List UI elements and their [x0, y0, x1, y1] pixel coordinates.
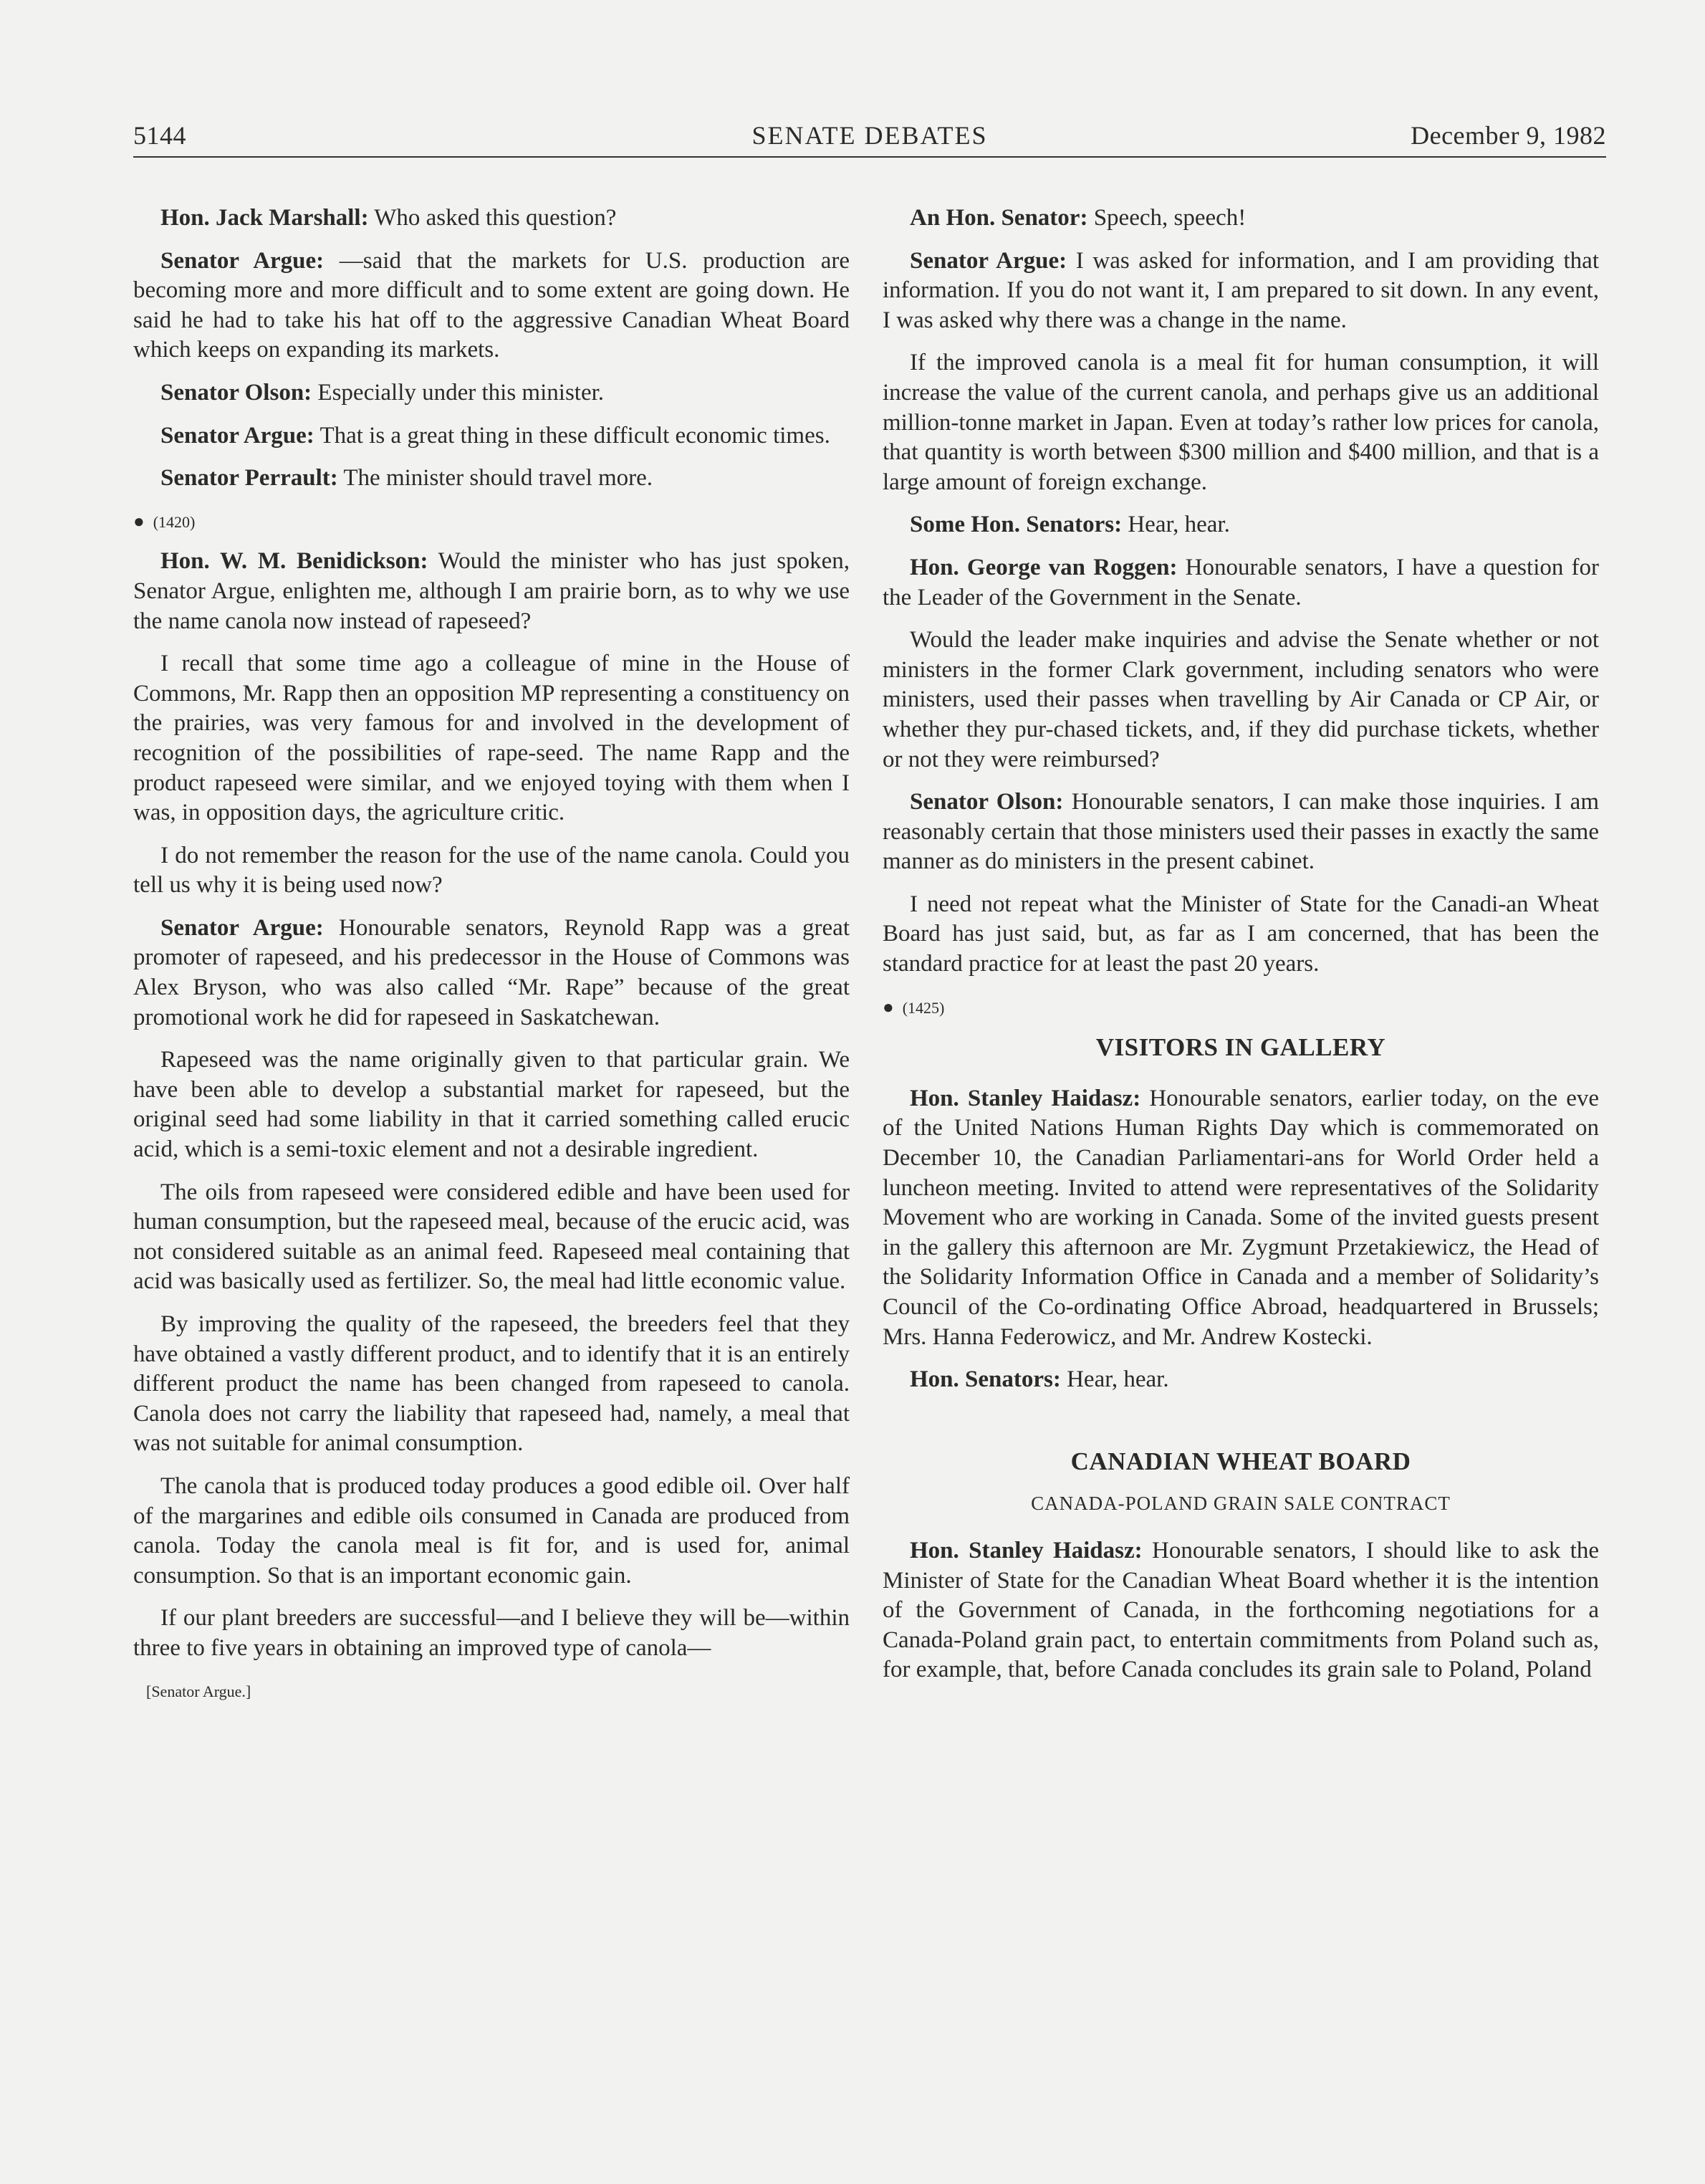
paragraph	[883, 510, 1599, 540]
speaker-name: Hon. W. M. Benidickson:	[160, 548, 428, 575]
speech-text: Honourable senators, Reynold Rapp was a great promoter of rapeseed, and his predecessor in the House of Commons was Alex Bryson, who was also called “Mr. Rape” because of the great promotional work he did for rapeseed in Saskatchewan.	[133, 914, 850, 1030]
speech-text: —said that the markets for U.S. production are becoming more and more difficult and to some extent are going down. He said he had to take his hat off to the aggressive Canadian Wheat Board which keeps on expanding its markets.	[133, 247, 850, 363]
speech-text: Honourable senators, earlier today, on the eve of the United Nations Human Rights Day which is commemorated on December 10, the Canadian Parliamentari-ans for World Order held a luncheon meeting. Invited to attend were representatives of the Solidarity Movement who are working in Canada. Some of the invited guests present in the gallery this afternoon are Mr. Zygmunt Przetakiewicz, the Head of the Solidarity Information Office in Canada and a member of Solidarity’s Council of the Co-ordinating Office Abroad, headquartered in Brussels; Mrs. Hanna Federowicz, and Mr. Andrew Kostecki.	[883, 1085, 1599, 1350]
speaker-name: Hon. Senators:	[910, 1366, 1061, 1393]
paragraph: If the improved canola is a meal fit for human consumption, it will increase the value of the current canola, and perhaps give us an additional million-tonne market in Japan. Even at today’s rather low prices for canola, that quantity is worth between $300 million and $400 million, and that is a large amount of foreign exchange.	[883, 350, 1599, 495]
running-header	[133, 120, 1606, 155]
speaker-name: Hon. Jack Marshall:	[160, 205, 369, 231]
paragraph	[133, 421, 850, 451]
speaker-name: Senator Olson:	[910, 789, 1064, 815]
time-marker-text: (1425)	[902, 998, 945, 1017]
bullet-icon: ●	[133, 510, 145, 532]
paragraph	[883, 787, 1599, 877]
speaker-name: Senator Argue:	[160, 914, 324, 941]
paragraph	[883, 1536, 1599, 1685]
page-number: 5144	[133, 121, 186, 150]
issue-date: December 9, 1982	[1411, 121, 1606, 150]
bullet-icon: ●	[883, 996, 894, 1017]
paragraph: Would the leader make inquiries and advise the Senate whether or not ministers in the former Clark government, including senators who were ministers, used their passes when travelling by Air Canada or CP Air, or whether they pur-chased tickets, and, if they did purchase tickets, whether or not they were reimbursed?	[883, 627, 1599, 772]
speaker-name: Hon. Stanley Haidasz:	[910, 1085, 1141, 1111]
paragraph: I need not repeat what the Minister of State for the Canadi-an Wheat Board has just said, but, as far as I am concerned, that has been the standard practice for at least the past 20 years.	[883, 891, 1599, 977]
speaker-name: An Hon. Senator:	[910, 205, 1088, 231]
speaker-name: Hon. George van Roggen:	[910, 554, 1178, 580]
paragraph	[133, 914, 850, 1033]
speaker-name: Hon. Stanley Haidasz:	[910, 1537, 1143, 1563]
paragraph	[883, 1365, 1599, 1395]
paragraph: I recall that some time ago a colleague of mine in the House of Commons, Mr. Rapp then an opposition MP representing a constituency on the prairies, was very famous for and involved in the development of recognition of the possibilities of rape-seed. The name Rapp and the product rapeseed were similar, and we enjoyed toying with them when I was, in opposition days, the agriculture critic.	[133, 651, 850, 826]
speech-text: Honourable senators, I should like to ask the Minister of State for the Canadian Wheat Board whether it is the intention of the Government of Canada, in the forthcoming negotiations for a Canada-Poland grain pact, to entertain commitments from Poland such as, for example, that, before Canada concludes its grain sale to Poland, Poland	[883, 1537, 1599, 1683]
header-rule	[133, 156, 1606, 158]
section-heading: CANADIAN WHEAT BOARD	[1070, 1447, 1411, 1475]
paragraph: If our plant breeders are successful—and I believe they will be—within three to five years in obtaining an improved type of canola—	[133, 1605, 850, 1661]
right-column	[883, 203, 1599, 1698]
speaker-footnote: [Senator Argue.]	[146, 1682, 251, 1700]
speech-text: Who asked this question?	[368, 205, 617, 231]
speech-text: Hear, hear.	[1122, 512, 1230, 538]
speaker-name: Senator Argue:	[160, 247, 325, 274]
section-subheading: CANADA-POLAND GRAIN SALE CONTRACT	[1031, 1493, 1451, 1515]
paragraph: The canola that is produced today produces a good edible oil. Over half of the margarines and edible oils consumed in Canada are produced from canola. Today the canola meal is fit for, and is used for, animal consumption. So that is an important economic gain.	[133, 1472, 850, 1589]
paragraph: The oils from rapeseed were considered edible and have been used for human consumption, but the rapeseed meal, because of the erucic acid, was not considered suitable as an animal feed. Rapeseed meal containing that acid was basically used as fertilizer. So, the meal had little economic value.	[133, 1179, 850, 1295]
paragraph	[133, 547, 850, 636]
speech-text: Speech, speech!	[1087, 205, 1247, 231]
paragraph	[883, 1084, 1599, 1352]
paragraph: By improving the quality of the rapeseed, the breeders feel that they have obtained a vastly different product, and to identify that it is an entirely different product the name has been changed from rapeseed to canola. Canola does not carry the liability that rapeseed had, namely, a meal that was not suitable for animal consumption.	[133, 1311, 850, 1457]
paragraph	[133, 246, 850, 365]
paragraph	[883, 553, 1599, 613]
speaker-name: Senator Perrault:	[160, 465, 338, 492]
paragraph	[133, 378, 850, 408]
speech-text: Honourable senators, I have a question for the Leader of the Government in the Senate.	[883, 554, 1599, 610]
section-heading: VISITORS IN GALLERY	[1095, 1033, 1386, 1062]
publication-title: SENATE DEBATES	[751, 121, 988, 150]
time-marker	[883, 992, 1599, 1023]
speech-text: I was asked for information, and I am providing that information. If you do not want it, I am prepared to sit down. In any event, I was asked why there was a change in the name.	[883, 247, 1599, 333]
paragraph	[883, 203, 1599, 234]
speaker-name: Senator Argue:	[910, 247, 1067, 274]
left-column	[133, 203, 850, 1706]
speaker-name: Senator Argue:	[160, 422, 314, 449]
paragraph: Rapeseed was the name originally given to that particular grain. We have been able to develop a substantial market for rapeseed, but the original seed had some liability in that it carried something called erucic acid, which is a semi-toxic element and not a desirable ingredient.	[133, 1047, 850, 1163]
paragraph	[883, 246, 1599, 336]
time-marker	[133, 507, 850, 537]
speaker-name: Some Hon. Senators:	[910, 512, 1123, 538]
speech-text: That is a great thing in these difficult economic times.	[314, 422, 830, 449]
speech-text: The minister should travel more.	[337, 465, 653, 492]
speech-text: Hear, hear.	[1060, 1366, 1169, 1393]
paragraph: I do not remember the reason for the use of the name canola. Could you tell us why it is being used now?	[133, 842, 850, 899]
speech-text: Honourable senators, I can make those inquiries. I am reasonably certain that those ministers used their passes in exactly the same manner as do ministers in the present cabinet.	[883, 789, 1599, 875]
paragraph	[133, 203, 850, 234]
time-marker-text: (1420)	[153, 512, 196, 531]
paragraph	[133, 464, 850, 494]
speech-text: Especially under this minister.	[312, 379, 605, 406]
speaker-name: Senator Olson:	[160, 379, 312, 406]
speech-text: Would the minister who has just spoken, Senator Argue, enlighten me, although I am prairie born, as to why we use the name canola now instead of rapeseed?	[133, 548, 850, 634]
